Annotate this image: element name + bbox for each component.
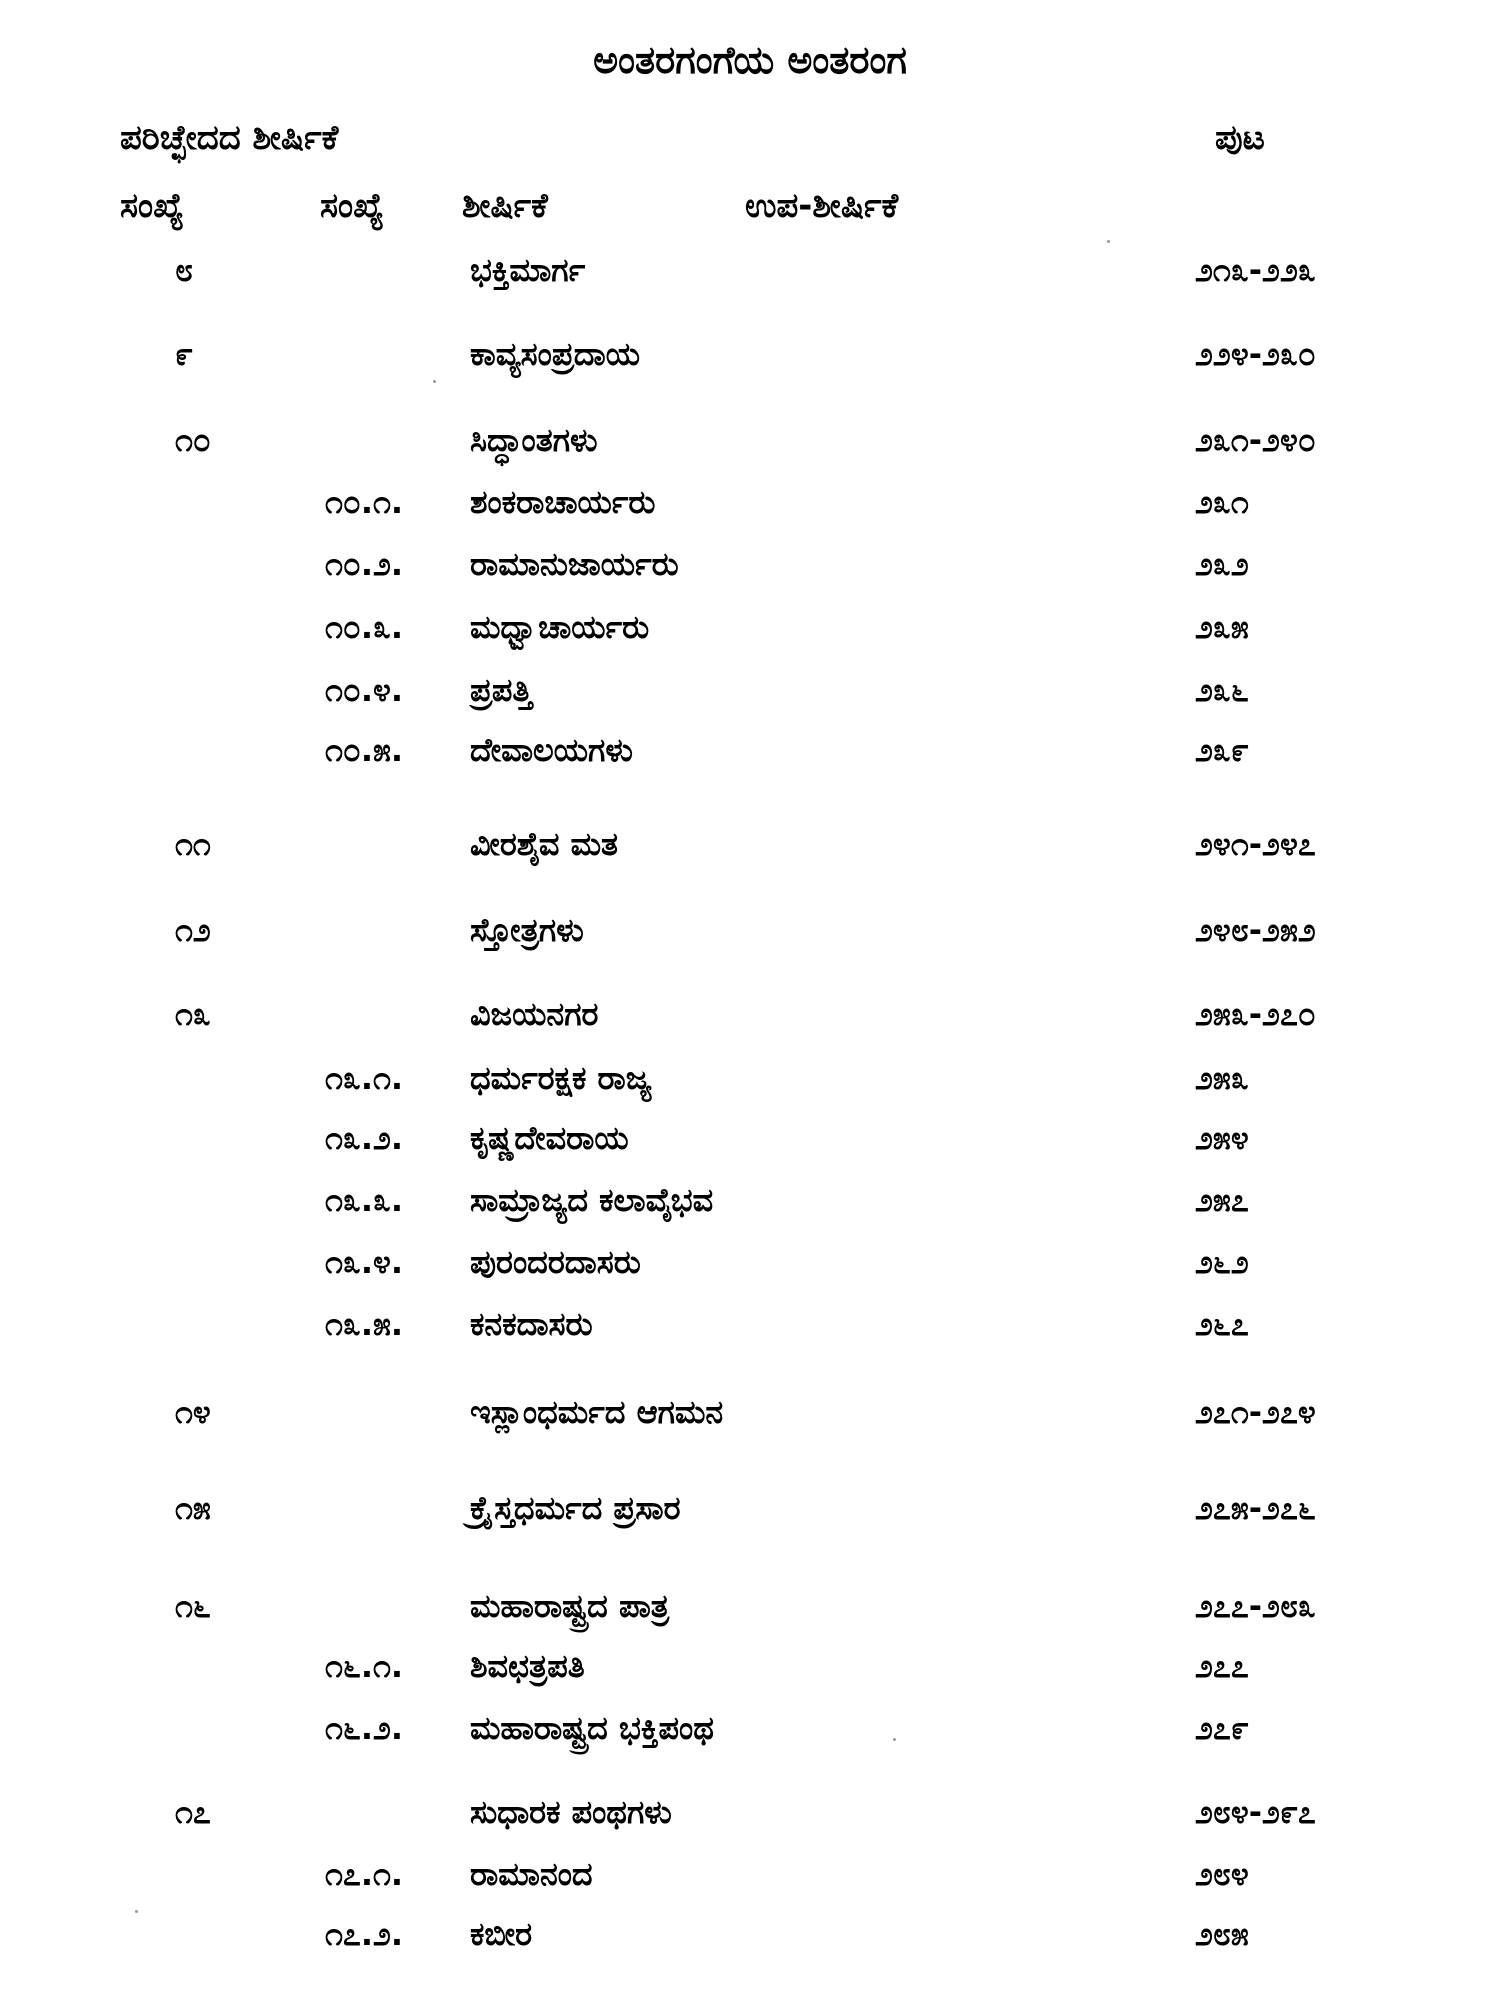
page-range: ೨೬೭ (1195, 1305, 1249, 1343)
entry-title: ಕಾವ್ಯಸಂಪ್ರದಾಯ (470, 335, 640, 373)
page-range: ೨೩೧ (1195, 483, 1249, 521)
table-row (0, 1584, 1500, 1628)
page-title: ಅಂತರಗಂಗೆಯ ಅಂತರಂಗ (593, 38, 907, 82)
page-range: ೨೩೧-೨೪೦ (1195, 421, 1316, 459)
entry-title: ಶಂಕರಾಚಾರ್ಯರು (470, 483, 656, 521)
section-number: ೧೩.೨. (325, 1119, 404, 1157)
entry-title: ಇಸ್ಲಾಂಧರ್ಮದ ಆಗಮನ (470, 1393, 724, 1431)
table-row (0, 1790, 1500, 1834)
page-range: ೨೧೩-೨೨೩ (1195, 251, 1316, 289)
entry-title: ಪ್ರಪತ್ತಿ (470, 671, 533, 709)
page-range: ೨೬೨ (1195, 1243, 1249, 1281)
table-row (0, 605, 1500, 649)
entry-title: ರಾಮಾನಂದ (470, 1855, 593, 1893)
table-row (0, 728, 1500, 772)
page-range: ೨೫೩-೨೭೦ (1195, 995, 1316, 1033)
chapter-number: ೧೩ (175, 995, 211, 1033)
page-range: ೨೩೬ (1195, 671, 1249, 709)
page-range: ೨೮೪ (1195, 1855, 1249, 1893)
section-number: ೧೩.೫. (325, 1305, 404, 1343)
table-row (0, 418, 1500, 462)
entry-title: ವಿಜಯನಗರ (470, 995, 599, 1033)
page-range: ೨೭೭-೨೮೩ (1195, 1587, 1316, 1625)
entry-title: ಸಾಮ್ರಾಜ್ಯದ ಕಲಾವೈಭವ (470, 1181, 714, 1219)
chapter-number: ೧೬ (175, 1587, 211, 1625)
page-range: ೨೫೭ (1195, 1181, 1249, 1219)
entry-title: ದೇವಾಲಯಗಳು (470, 731, 633, 769)
table-row (0, 1240, 1500, 1284)
entry-title: ಕೃಷ್ಣದೇವರಾಯ (470, 1119, 629, 1157)
chapter-number: ೧೧ (175, 825, 211, 863)
chapter-number: ೯ (175, 335, 193, 373)
scan-speck (135, 1910, 138, 1913)
column-header-title: ಶೀರ್ಷಿಕೆ (462, 186, 548, 226)
scan-speck (1107, 240, 1110, 243)
table-row (0, 1178, 1500, 1222)
entry-title: ಕನಕದಾಸರು (470, 1305, 593, 1343)
page-range: ೨೭೫-೨೭೬ (1195, 1489, 1316, 1527)
entry-title: ಧರ್ಮರಕ್ಷಕ ರಾಜ್ಯ (470, 1059, 652, 1097)
section-number: ೧೦.೩. (325, 608, 404, 646)
section-number: ೧೩.೧. (325, 1059, 404, 1097)
section-number: ೧೭.೧. (325, 1855, 404, 1893)
chapter-number: ೧೦ (175, 421, 211, 459)
section-number: ೧೩.೪. (325, 1243, 404, 1281)
section-number: ೧೭.೨. (325, 1915, 404, 1953)
page-range: ೨೫೪ (1195, 1119, 1249, 1157)
entry-title: ಮಹಾರಾಷ್ಟ್ರದ ಪಾತ್ರ (470, 1587, 670, 1625)
entry-title: ಮಹಾರಾಷ್ಟ್ರದ ಭಕ್ತಿಪಂಥ (470, 1709, 714, 1747)
table-row (0, 1912, 1500, 1956)
page-range: ೨೮೫ (1195, 1915, 1249, 1953)
page-range: ೨೭೯ (1195, 1709, 1249, 1747)
table-row (0, 542, 1500, 586)
chapter-number: ೮ (175, 251, 193, 289)
table-row (0, 1390, 1500, 1434)
chapter-number: ೧೪ (175, 1393, 211, 1431)
column-header-chapter-number: ಸಂಖ್ಯೆ (120, 186, 184, 226)
entry-title: ಕಬೀರ (470, 1915, 533, 1953)
column-header-section-number: ಸಂಖ್ಯೆ (320, 186, 384, 226)
section-number: ೧೬.೨. (325, 1709, 404, 1747)
page-range: ೨೩೨ (1195, 545, 1249, 583)
page-range: ೨೩೯ (1195, 731, 1249, 769)
table-row (0, 332, 1500, 376)
table-row (0, 1644, 1500, 1688)
table-row (0, 668, 1500, 712)
entry-title: ಸಿದ್ಧಾಂತಗಳು (470, 421, 598, 459)
section-number: ೧೦.೪. (325, 671, 404, 709)
table-row (0, 1302, 1500, 1346)
table-row (0, 1706, 1500, 1750)
chapter-number: ೧೭ (175, 1793, 211, 1831)
section-number: ೧೬.೧. (325, 1647, 404, 1685)
table-row (0, 1852, 1500, 1896)
page-range: ೨೭೧-೨೭೪ (1195, 1393, 1316, 1431)
page-range: ೨೮೪-೨೯೭ (1195, 1793, 1316, 1831)
entry-title: ಶಿವಛತ್ರಪತಿ (470, 1647, 585, 1685)
entry-title: ಸ್ತೋತ್ರಗಳು (470, 911, 584, 949)
section-number: ೧೦.೫. (325, 731, 404, 769)
entry-title: ಭಕ್ತಿಮಾರ್ಗ (470, 251, 586, 289)
table-row (0, 908, 1500, 952)
entry-title: ಮಧ್ವಾಚಾರ್ಯರು (470, 608, 650, 646)
table-row (0, 480, 1500, 524)
chapter-heading: ಪರಿಚ್ಛೇದದ ಶೀರ್ಷಿಕೆ (120, 118, 339, 158)
page-heading: ಪುಟ (1215, 118, 1265, 158)
entry-title: ರಾಮಾನುಜಾರ್ಯರು (470, 545, 679, 583)
entry-title: ಪುರಂದರದಾಸರು (470, 1243, 641, 1281)
entry-title: ಸುಧಾರಕ ಪಂಥಗಳು (470, 1793, 672, 1831)
section-number: ೧೩.೩. (325, 1181, 404, 1219)
table-row (0, 248, 1500, 292)
table-row (0, 822, 1500, 866)
chapter-number: ೧೫ (175, 1489, 211, 1527)
table-row (0, 992, 1500, 1036)
entry-title: ಕ್ರೈಸ್ತಧರ್ಮದ ಪ್ರಸಾರ (470, 1489, 681, 1527)
column-header-subtitle: ಉಪ-ಶೀರ್ಷಿಕೆ (745, 186, 899, 226)
table-row (0, 1056, 1500, 1100)
page-range: ೨೪೧-೨೪೭ (1195, 825, 1316, 863)
entry-title: ವೀರಶೈವ ಮತ (470, 825, 619, 863)
section-number: ೧೦.೧. (325, 483, 404, 521)
chapter-number: ೧೨ (175, 911, 211, 949)
scan-speck (433, 380, 436, 383)
page-range: ೨೪೮-೨೫೨ (1195, 911, 1316, 949)
page-range: ೨೫೩ (1195, 1059, 1249, 1097)
table-row (0, 1116, 1500, 1160)
page-range: ೨೩೫ (1195, 608, 1249, 646)
scan-speck (893, 1738, 896, 1741)
page-range: ೨೨೪-೨೩೦ (1195, 335, 1316, 373)
page-range: ೨೭೭ (1195, 1647, 1249, 1685)
table-row (0, 1486, 1500, 1530)
section-number: ೧೦.೨. (325, 545, 404, 583)
